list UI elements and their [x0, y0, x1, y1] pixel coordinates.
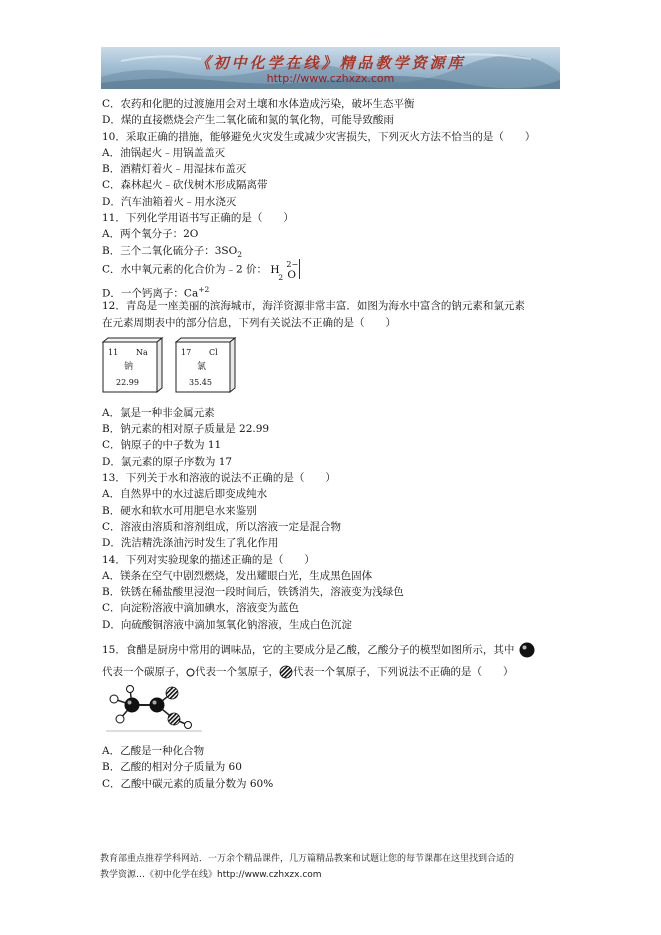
q14-option-a: A．镁条在空气中剧烈燃烧，发出耀眼白光，生成黑色固体 [102, 569, 373, 582]
option-d: D．煤的直接燃烧会产生二氧化硫和氮的氧化物，可能导致酸雨 [102, 114, 394, 127]
option-c: C．农药和化肥的过渡施用会对土壤和水体造成污染，破坏生态平衡 [102, 98, 415, 110]
footer-line-1: 教育部重点推荐学科网站．一万余个精品课件，几万篇精品教案和试题让您的每节课都在这里找到合适的 [100, 854, 515, 864]
q12-option-a: A．氯是一种非金属元素 [102, 406, 215, 419]
q13-option-a: A．自然界中的水过滤后即变成纯水 [102, 488, 268, 501]
formula-h: H [270, 263, 280, 276]
q13-option-c: C．溶液由溶质和溶剂组成，所以溶液一定是混合物 [102, 520, 342, 533]
banner-url[interactable]: http://www.czhxzx.com [266, 72, 395, 85]
formula-charge: 2− [286, 259, 299, 269]
element-name-sodium: 钠 [124, 361, 134, 372]
q11-option-c-text: C．水中氧元素的化合价为﹣2 价： [102, 263, 268, 276]
q14-option-d: D．向硫酸铜溶液中滴加氢氧化钠溶液，生成白色沉淀 [102, 618, 352, 631]
oxygen-atom-icon [279, 665, 293, 679]
q12-option-b: B．钠元素的相对原子质量是 22.99 [102, 423, 270, 436]
acetic-acid-molecule-graphic [102, 685, 222, 737]
banner-title: 《初中化学在线》精品教学资源库 [195, 54, 466, 72]
question-14: 14．下列对实验现象的描述正确的是（ ） [102, 553, 315, 566]
element-cards [102, 333, 572, 401]
element-name-chlorine: 氯 [197, 361, 207, 372]
q15-option-b: B．乙酸的相对分子质量为 60 [102, 761, 242, 774]
element-mass-sodium: 22.99 [116, 377, 139, 387]
q14-option-b: B．铁锈在稀盐酸里浸泡一段时间后，铁锈消失，溶液变为浅绿色 [102, 586, 404, 599]
q11-option-b [102, 243, 572, 259]
footer-line-2 [100, 867, 570, 883]
acetic-acid-model [102, 685, 572, 737]
header-banner [101, 47, 560, 89]
q15-option-a: A．乙酸是一种化合物 [102, 745, 205, 758]
q11-option-d-superscript: +2 [198, 284, 210, 294]
valence-formula [270, 259, 304, 280]
footer-link[interactable]: http://www.czhxzx.com [217, 870, 322, 880]
element-number-chlorine: 17 [181, 347, 192, 357]
q11-option-c [102, 259, 572, 280]
element-card-sodium [102, 337, 162, 391]
element-card-chlorine [175, 337, 235, 391]
question-12-line1: 12．青岛是一座美丽的滨海城市，海洋资源非常丰富．如图为海水中富含的钠元素和氯元素 [102, 300, 525, 313]
footer-label: 教学资源…《初中化学在线》 [100, 870, 218, 880]
question-13: 13．下列关于水和溶液的说法不正确的是（ ） [102, 472, 336, 485]
formula-h-subscript: 2 [278, 272, 284, 282]
q14-option-c: C．向淀粉溶液中滴加碘水，溶液变为蓝色 [102, 602, 300, 615]
question-content [102, 96, 572, 792]
formula-o: O [287, 268, 297, 281]
hydrogen-legend-text: 代表一个氢原子， [195, 666, 279, 679]
element-symbol-sodium: Na [136, 347, 148, 357]
element-mass-chlorine: 35.45 [189, 377, 212, 387]
element-symbol-chlorine: Cl [209, 347, 218, 357]
question-15-text: 15．食醋是厨房中常用的调味品，它的主要成分是乙酸，乙酸分子的模型如图所示，其中 [102, 644, 515, 657]
q10-option-b: B．酒精灯着火﹣用湿抹布盖灭 [102, 163, 247, 176]
q11-option-d-text: D．一个钙离子：Ca [102, 287, 199, 300]
carbon-legend-text: 代表一个碳原子， [102, 666, 186, 679]
q12-option-d: D．氯元素的原子序数为 17 [102, 455, 233, 468]
hydrogen-atom-icon [186, 668, 195, 677]
q12-option-c: C．钠原子的中子数为 11 [102, 439, 222, 452]
question-15-line2 [102, 661, 572, 683]
q10-option-d: D．汽车油箱着火﹣用水浇灭 [102, 195, 237, 208]
element-number-sodium: 11 [108, 347, 119, 357]
q11-option-b-text: B．三个二氧化硫分子：3SO [102, 244, 238, 257]
page-footer [100, 851, 570, 883]
question-12-line2: 在元素周期表中的部分信息，下列有关说法不正确的是（ ） [102, 316, 396, 329]
oxygen-legend-text: 代表一个氧原子，下列说法不正确的是（ ） [293, 666, 514, 679]
q13-option-b: B．硬水和软水可用肥皂水来鉴别 [102, 504, 257, 517]
question-11: 11．下列化学用语书写正确的是（ ） [102, 212, 294, 225]
question-15-line1 [102, 639, 572, 661]
q13-option-d: D．洗洁精洗涤油污时发生了乳化作用 [102, 537, 279, 550]
q11-option-b-subscript: 2 [237, 249, 242, 259]
q11-option-d [102, 282, 572, 298]
formula-bar [299, 259, 300, 279]
q11-option-a: A．两个氧分子：2O [102, 228, 199, 241]
q10-option-a: A．油锅起火﹣用锅盖盖灭 [102, 146, 226, 159]
question-10: 10．采取正确的措施，能够避免火灾发生或减少灾害损失，下列灭火方法不恰当的是（ ） [102, 130, 536, 143]
q15-option-c: C．乙酸中碳元素的质量分数为 60% [102, 777, 274, 790]
q10-option-c: C．森林起火﹣砍伐树木形成隔离带 [102, 179, 268, 192]
carbon-atom-icon [518, 641, 536, 659]
